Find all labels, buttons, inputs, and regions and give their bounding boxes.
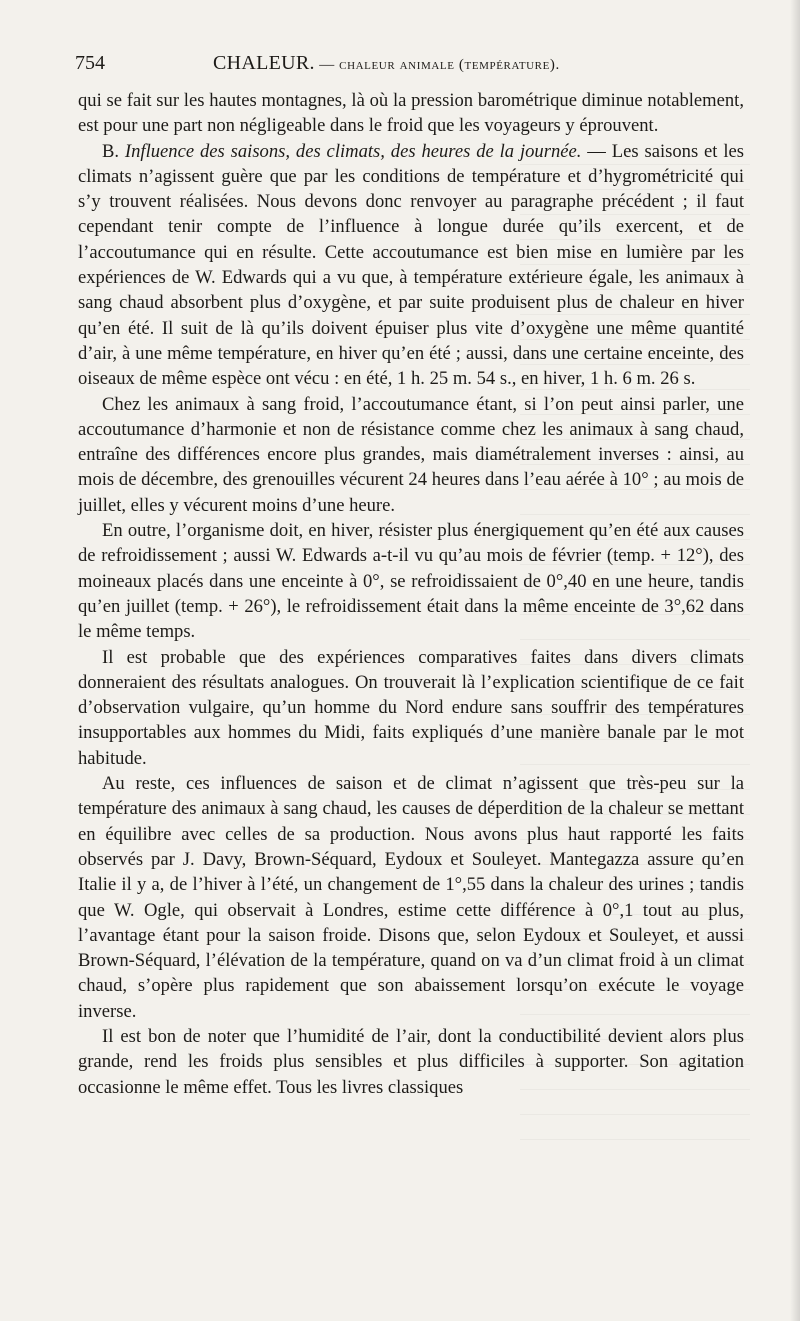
paragraph: Il est bon de noter que l’humidité de l’air, dont la conductibilité devient alors plus grande, rend les froids plus sensibles et plus difficiles à supporter. Son agitation occasionne le même effet. Tous les livres classiques <box>78 1025 744 1098</box>
page-edge-shadow <box>790 0 800 1321</box>
running-title-sub: — chaleur animale (température). <box>314 57 560 73</box>
running-header <box>75 52 744 86</box>
section-heading: Influence des saisons, des climats, des heures de la journée. <box>124 140 582 162</box>
running-title <box>213 52 560 75</box>
running-title-main: CHALEUR. <box>213 52 315 74</box>
body-text <box>78 88 744 1100</box>
section-label: B. <box>102 140 125 162</box>
paragraph: Il est probable que des expériences comparatives faites dans divers climats donneraient des résultats analogues. On trouverait là l’explication scientifique de ce fait d’observation vulgaire, qu’un homme du Nord endure sans souffrir des températures insupportables aux hommes du Midi, faits expliqués d’une manière banale par le mot habitude. <box>78 646 744 769</box>
paragraph: qui se fait sur les hautes montagnes, là où la pression barométrique diminue notablement, est pour une part non négligeable dans le froid que les voyageurs y éprouvent. <box>78 90 744 137</box>
paragraph: Chez les animaux à sang froid, l’accoutumance étant, si l’on peut ainsi parler, une accoutumance d’harmonie et non de résistance comme chez les animaux à sang chaud, entraîne des différences encore plus grandes, mais diamétralement inverses : ainsi, au mois de décembre, des grenouilles vécurent 24 heures dans l’eau aérée à 10° ; au mois de juillet, elles y vécurent moins d’une heure. <box>78 393 744 516</box>
paragraph: En outre, l’organisme doit, en hiver, résister plus énergiquement qu’en été aux causes de refroidissement ; aussi W. Edwards a-t-il vu qu’au mois de février (temp. + 12°), des moineaux placés dans une enceinte à 0°, se refroidissaient de 0°,40 en une heure, tandis qu’en juillet (temp. + 26°), le refroidissement était dans la même enceinte de 3°,62 dans le même temps. <box>78 520 744 643</box>
page-number: 754 <box>75 52 105 74</box>
paragraph: B. Influence des saisons, des climats, des heures de la journée. — Les saisons et les climats n’agissent guère que par les conditions de température et d’hygrométricité qui s’y trouvent réalisées. Nous devons donc renvoyer au paragraphe précédent ; il faut cependant tenir compte de l’influence à longue durée qu’ils exercent, et de l’accoutumance qui en résulte. Cette accoutumance est bien mise en lumière par les expériences de W. Edwards qui a vu que, à température extérieure égale, les animaux à sang chaud absorbent plus d’oxygène, et par suite produisent plus de chaleur en hiver qu’en été. Il suit de là qu’ils doivent épuiser plus vite d’oxygène une même quantité d’air, à une même température, en hiver qu’en été ; aussi, dans une certaine enceinte, des oiseaux de même espèce ont vécu : en été, 1 h. 25 m. 54 s., en hiver, 1 h. 6 m. 26 s. <box>78 140 744 390</box>
paragraph: Au reste, ces influences de saison et de climat n’agissent que très-peu sur la température des animaux à sang chaud, les causes de déperdition de la chaleur se mettant en équilibre avec celles de sa production. Nous avons plus haut rapporté les faits observés par J. Davy, Brown-Séquard, Eydoux et Souleyet. Mantegazza assure qu’en Italie il y a, de l’hiver à l’été, un changement de 1°,55 dans la chaleur des urines ; tandis que W. Ogle, qui observait à Londres, estime cette différence à 0°,1 tout au plus, l’avantage étant pour la saison froide. Disons que, selon Eydoux et Souleyet, et aussi Brown-Séquard, l’élévation de la température, quand on va d’un climat froid à un climat chaud, s’opère plus rapidement que son abaissement lorsqu’on exécute le voyage inverse. <box>78 773 744 1022</box>
